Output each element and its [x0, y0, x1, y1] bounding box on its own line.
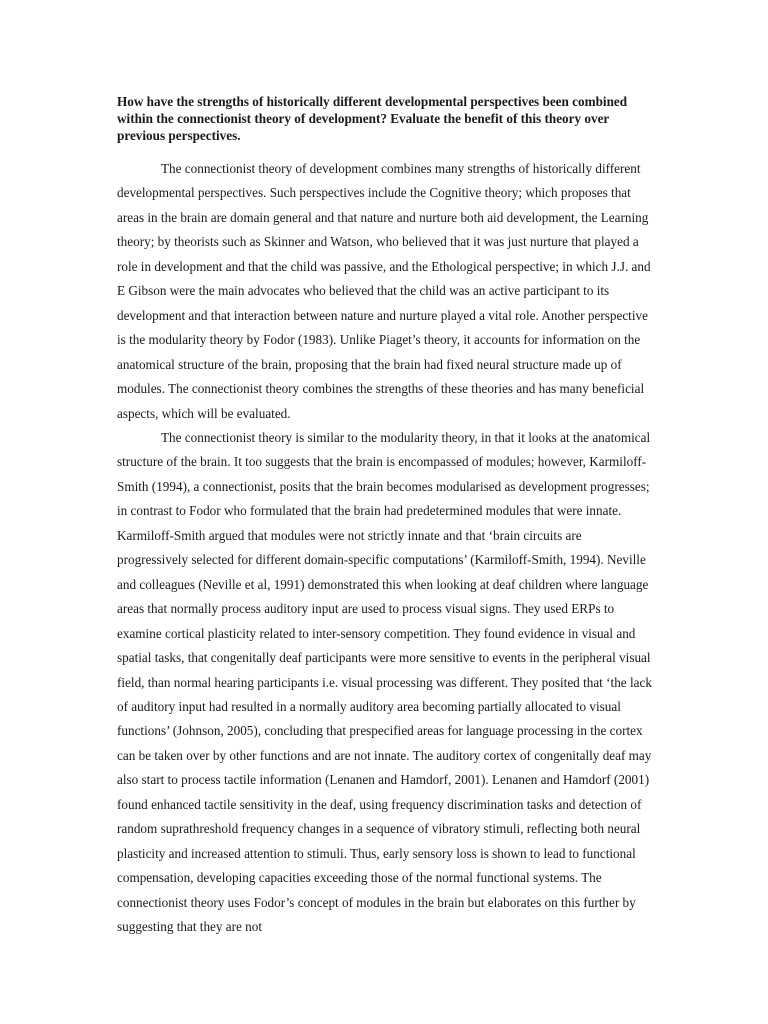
essay-question: How have the strengths of historically different developmental perspectives been combined within the connectionist theory of development? Evaluate the benefit of this theory over previous perspectives. — [117, 94, 628, 143]
paragraph-modularity-comparison: The connectionist theory is similar to the modularity theory, in that it looks at the anatomical structure of the brain. It too suggests that the brain is encompassed of modules; however, Karmiloff-Smith (1994), a connectionist, posits that the brain becomes modularised as development progresses; in contrast to Fodor who formulated that the brain had predetermined modules that were innate. Karmiloff-Smith argued that modules were not strictly innate and that ‘brain circuits are progressively selected for different domain-specific computations’ (Karmiloff-Smith, 1994). Neville and colleagues (Neville et al, 1991) demonstrated this when looking at deaf children where language areas that normally process auditory input are used to process visual signs. They used ERPs to examine cortical plasticity related to inter-sensory competition. They found evidence in visual and spatial tasks, that congenitally deaf participants were more sensitive to events in the peripheral visual field, than normal hearing participants i.e. visual processing was different. They posited that ‘the lack of auditory input had resulted in a normally auditory area becoming partially allocated to visual functions’ (Johnson, 2005), concluding that prespecified areas for language processing in the cortex can be taken over by other functions and are not innate. The auditory cortex of congenitally deaf may also start to process tactile information (Lenanen and Hamdorf, 2001). Lenanen and Hamdorf (2001) found enhanced tactile sensitivity in the deaf, using frequency discrimination tasks and detection of random suprathreshold frequency changes in a sequence of vibratory stimuli, reflecting both neural plasticity and increased attention to stimuli. Thus, early sensory loss is shown to lead to functional compensation, developing capacities exceeding those of the normal functional systems. The connectionist theory uses Fodor’s concept of modules in the brain but elaborates on this further by suggesting that they are not — [117, 429, 652, 935]
document-body — [117, 93, 653, 940]
paragraph-introduction: The connectionist theory of development combines many strengths of historically different developmental perspectives. Such perspectives include the Cognitive theory; which proposes that areas in the brain are domain general and that nature and nurture both aid development, the Learning theory; by theorists such as Skinner and Watson, who believed that it was just nurture that played a role in development and that the child was passive, and the Ethological perspective; in which J.J. and E Gibson were the main advocates who believed that the child was an active participant to its development and that interaction between nature and nurture played a vital role. Another perspective is the modularity theory by Fodor (1983). Unlike Piaget’s theory, it accounts for information on the anatomical structure of the brain, proposing that the brain had fixed neural structure made up of modules. The connectionist theory combines the strengths of these theories and has many beneficial aspects, which will be evaluated. — [117, 161, 651, 421]
